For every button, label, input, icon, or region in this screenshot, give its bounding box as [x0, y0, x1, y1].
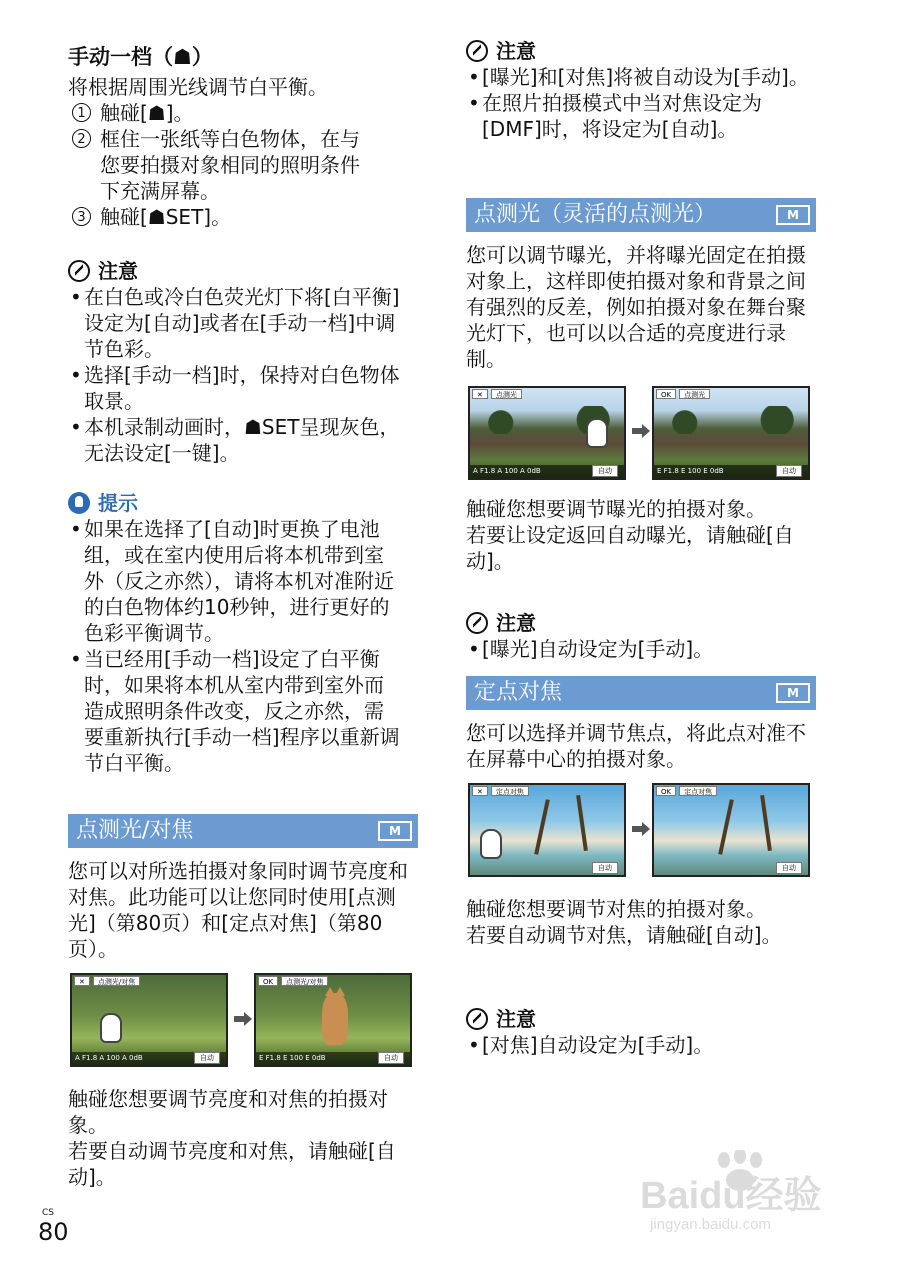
manual-steps	[68, 100, 418, 230]
step-1: 1 触碰[☗]。	[68, 100, 418, 126]
caution-item: • 在照片拍摄模式中当对焦设定为[DMF]时，将设定为[自动]。	[466, 90, 812, 142]
caution-icon	[466, 40, 488, 62]
caution-heading: 注意	[466, 610, 816, 636]
auto-button[interactable]: 自动	[194, 1052, 220, 1064]
ok-button[interactable]: OK	[656, 389, 676, 399]
screen-after-square	[652, 386, 810, 480]
screen-before-beach	[468, 783, 626, 877]
movie-mode-icon: M	[776, 205, 810, 225]
caution-block-2	[466, 38, 816, 142]
screen-title: 点测光/对焦	[93, 976, 140, 986]
caution-heading: 注意	[68, 258, 418, 284]
ok-button[interactable]: OK	[656, 786, 676, 796]
caution-icon	[68, 260, 90, 282]
manual-one-push-title: 手动一档（☗）	[68, 45, 213, 69]
page-number: 80	[38, 1218, 69, 1246]
caution-icon	[466, 612, 488, 634]
lightbulb-icon	[68, 492, 90, 514]
tip-block	[68, 490, 418, 776]
baidu-jingyan-watermark	[640, 1150, 850, 1250]
status-readout: E F1.8 E 100 E 0dB	[654, 465, 808, 478]
close-button[interactable]: ✕	[74, 976, 90, 986]
spot-meter-description: 您可以调节曝光，并将曝光固定在拍摄对象上，这样即使拍摄对象和背景之间有强烈的反差，例如拍摄对象在舞台聚光灯下，也可以以合适的亮度进行录制。	[466, 243, 806, 371]
touch-hand-icon	[586, 418, 608, 448]
auto-button[interactable]: 自动	[776, 465, 802, 477]
caution-heading: 注意	[466, 1006, 816, 1032]
watermark-brand: Baidu经验	[640, 1175, 822, 1217]
caution-block-1	[68, 258, 418, 466]
caution-item: • 本机录制动画时，☗SET呈现灰色，无法设定[一键]。	[68, 414, 402, 466]
page-language-code: CS	[42, 1208, 54, 1218]
watermark-url: jingyan.baidu.com	[650, 1216, 771, 1233]
screen-after-beach	[652, 783, 810, 877]
screen-before-lawn	[70, 973, 228, 1067]
screen-title: 定点对焦	[491, 786, 529, 796]
close-button[interactable]: ✕	[472, 389, 488, 399]
tip-item: • 当已经用[手动一档]设定了白平衡时，如果将本机从室内带到室外而造成照明条件改变，反之亦然，需要重新执行[手动一档]程序以重新调节白平衡。	[68, 646, 402, 776]
caution-item: • [曝光]和[对焦]将被自动设为[手动]。	[466, 64, 812, 90]
cat-subject	[322, 993, 348, 1045]
spot-focus-description: 您可以选择并调节焦点，将此点对准不在屏幕中心的拍摄对象。	[466, 721, 806, 771]
screen-title: 点测光	[679, 389, 710, 399]
auto-button[interactable]: 自动	[592, 465, 618, 477]
caution-item: • [曝光]自动设定为[手动]。	[466, 636, 812, 662]
caution-block-4	[466, 1006, 816, 1058]
spot-focus-instructions: 触碰您想要调节对焦的拍摄对象。 若要自动调节对焦，请触碰[自动]。	[466, 897, 782, 947]
section-header-spot-meter: 点测光（灵活的点测光） M	[466, 198, 816, 232]
section-header-spot-focus: 定点对焦 M	[466, 676, 816, 710]
touch-hand-icon	[480, 829, 502, 859]
caution-block-3	[466, 610, 816, 662]
manual-one-push-description: 将根据周围光线调节白平衡。	[68, 75, 328, 99]
status-readout: E F1.8 E 100 E 0dB	[256, 1052, 410, 1065]
tip-item: • 如果在选择了[自动]时更换了电池组，或在室内使用后将本机带到室外（反之亦然），请将本机对准附近的白色物体约10秒钟，进行更好的色彩平衡调节。	[68, 516, 402, 646]
section-header-spot-meter-focus: 点测光/对焦 M	[68, 814, 418, 848]
screen-title: 点测光/对焦	[281, 976, 328, 986]
spot-meter-instructions: 触碰您想要调节曝光的拍摄对象。 若要让设定返回自动曝光，请触碰[自动]。	[466, 497, 794, 573]
arrow-right-icon	[632, 822, 650, 836]
caution-icon	[466, 1008, 488, 1030]
status-readout: A F1.8 A 100 A 0dB	[72, 1052, 226, 1065]
spot-meter-focus-instructions: 触碰您想要调节亮度和对焦的拍摄对象。 若要自动调节亮度和对焦，请触碰[自动]。	[68, 1087, 396, 1189]
ok-button[interactable]: OK	[258, 976, 278, 986]
screen-title: 点测光	[491, 389, 522, 399]
caution-item: • [对焦]自动设定为[手动]。	[466, 1032, 812, 1058]
auto-button[interactable]: 自动	[592, 862, 618, 874]
caution-item: • 选择[手动一档]时，保持对白色物体取景。	[68, 362, 402, 414]
close-button[interactable]: ✕	[472, 786, 488, 796]
spot-meter-focus-description: 您可以对所选拍摄对象同时调节亮度和对焦。此功能可以让您同时使用[点测光]（第80页）和[定点对焦]（第80页）。	[68, 859, 408, 961]
movie-mode-icon: M	[378, 821, 412, 841]
step-2: 2 框住一张纸等白色物体，在与您要拍摄对象相同的照明条件下充满屏幕。	[68, 126, 368, 204]
screen-before-square	[468, 386, 626, 480]
screen-after-lawn	[254, 973, 412, 1067]
caution-item: • 在白色或冷白色荧光灯下将[白平衡]设定为[自动]或者在[手动一档]中调节色彩。	[68, 284, 402, 362]
screen-title: 定点对焦	[679, 786, 717, 796]
status-readout: A F1.8 A 100 A 0dB	[470, 465, 624, 478]
auto-button[interactable]: 自动	[776, 862, 802, 874]
step-3: 3 触碰[☗SET]。	[68, 204, 418, 230]
caution-heading: 注意	[466, 38, 816, 64]
touch-hand-icon	[100, 1013, 122, 1043]
movie-mode-icon: M	[776, 683, 810, 703]
auto-button[interactable]: 自动	[378, 1052, 404, 1064]
arrow-right-icon	[234, 1012, 252, 1026]
arrow-right-icon	[632, 424, 650, 438]
tip-heading: 提示	[68, 490, 418, 516]
